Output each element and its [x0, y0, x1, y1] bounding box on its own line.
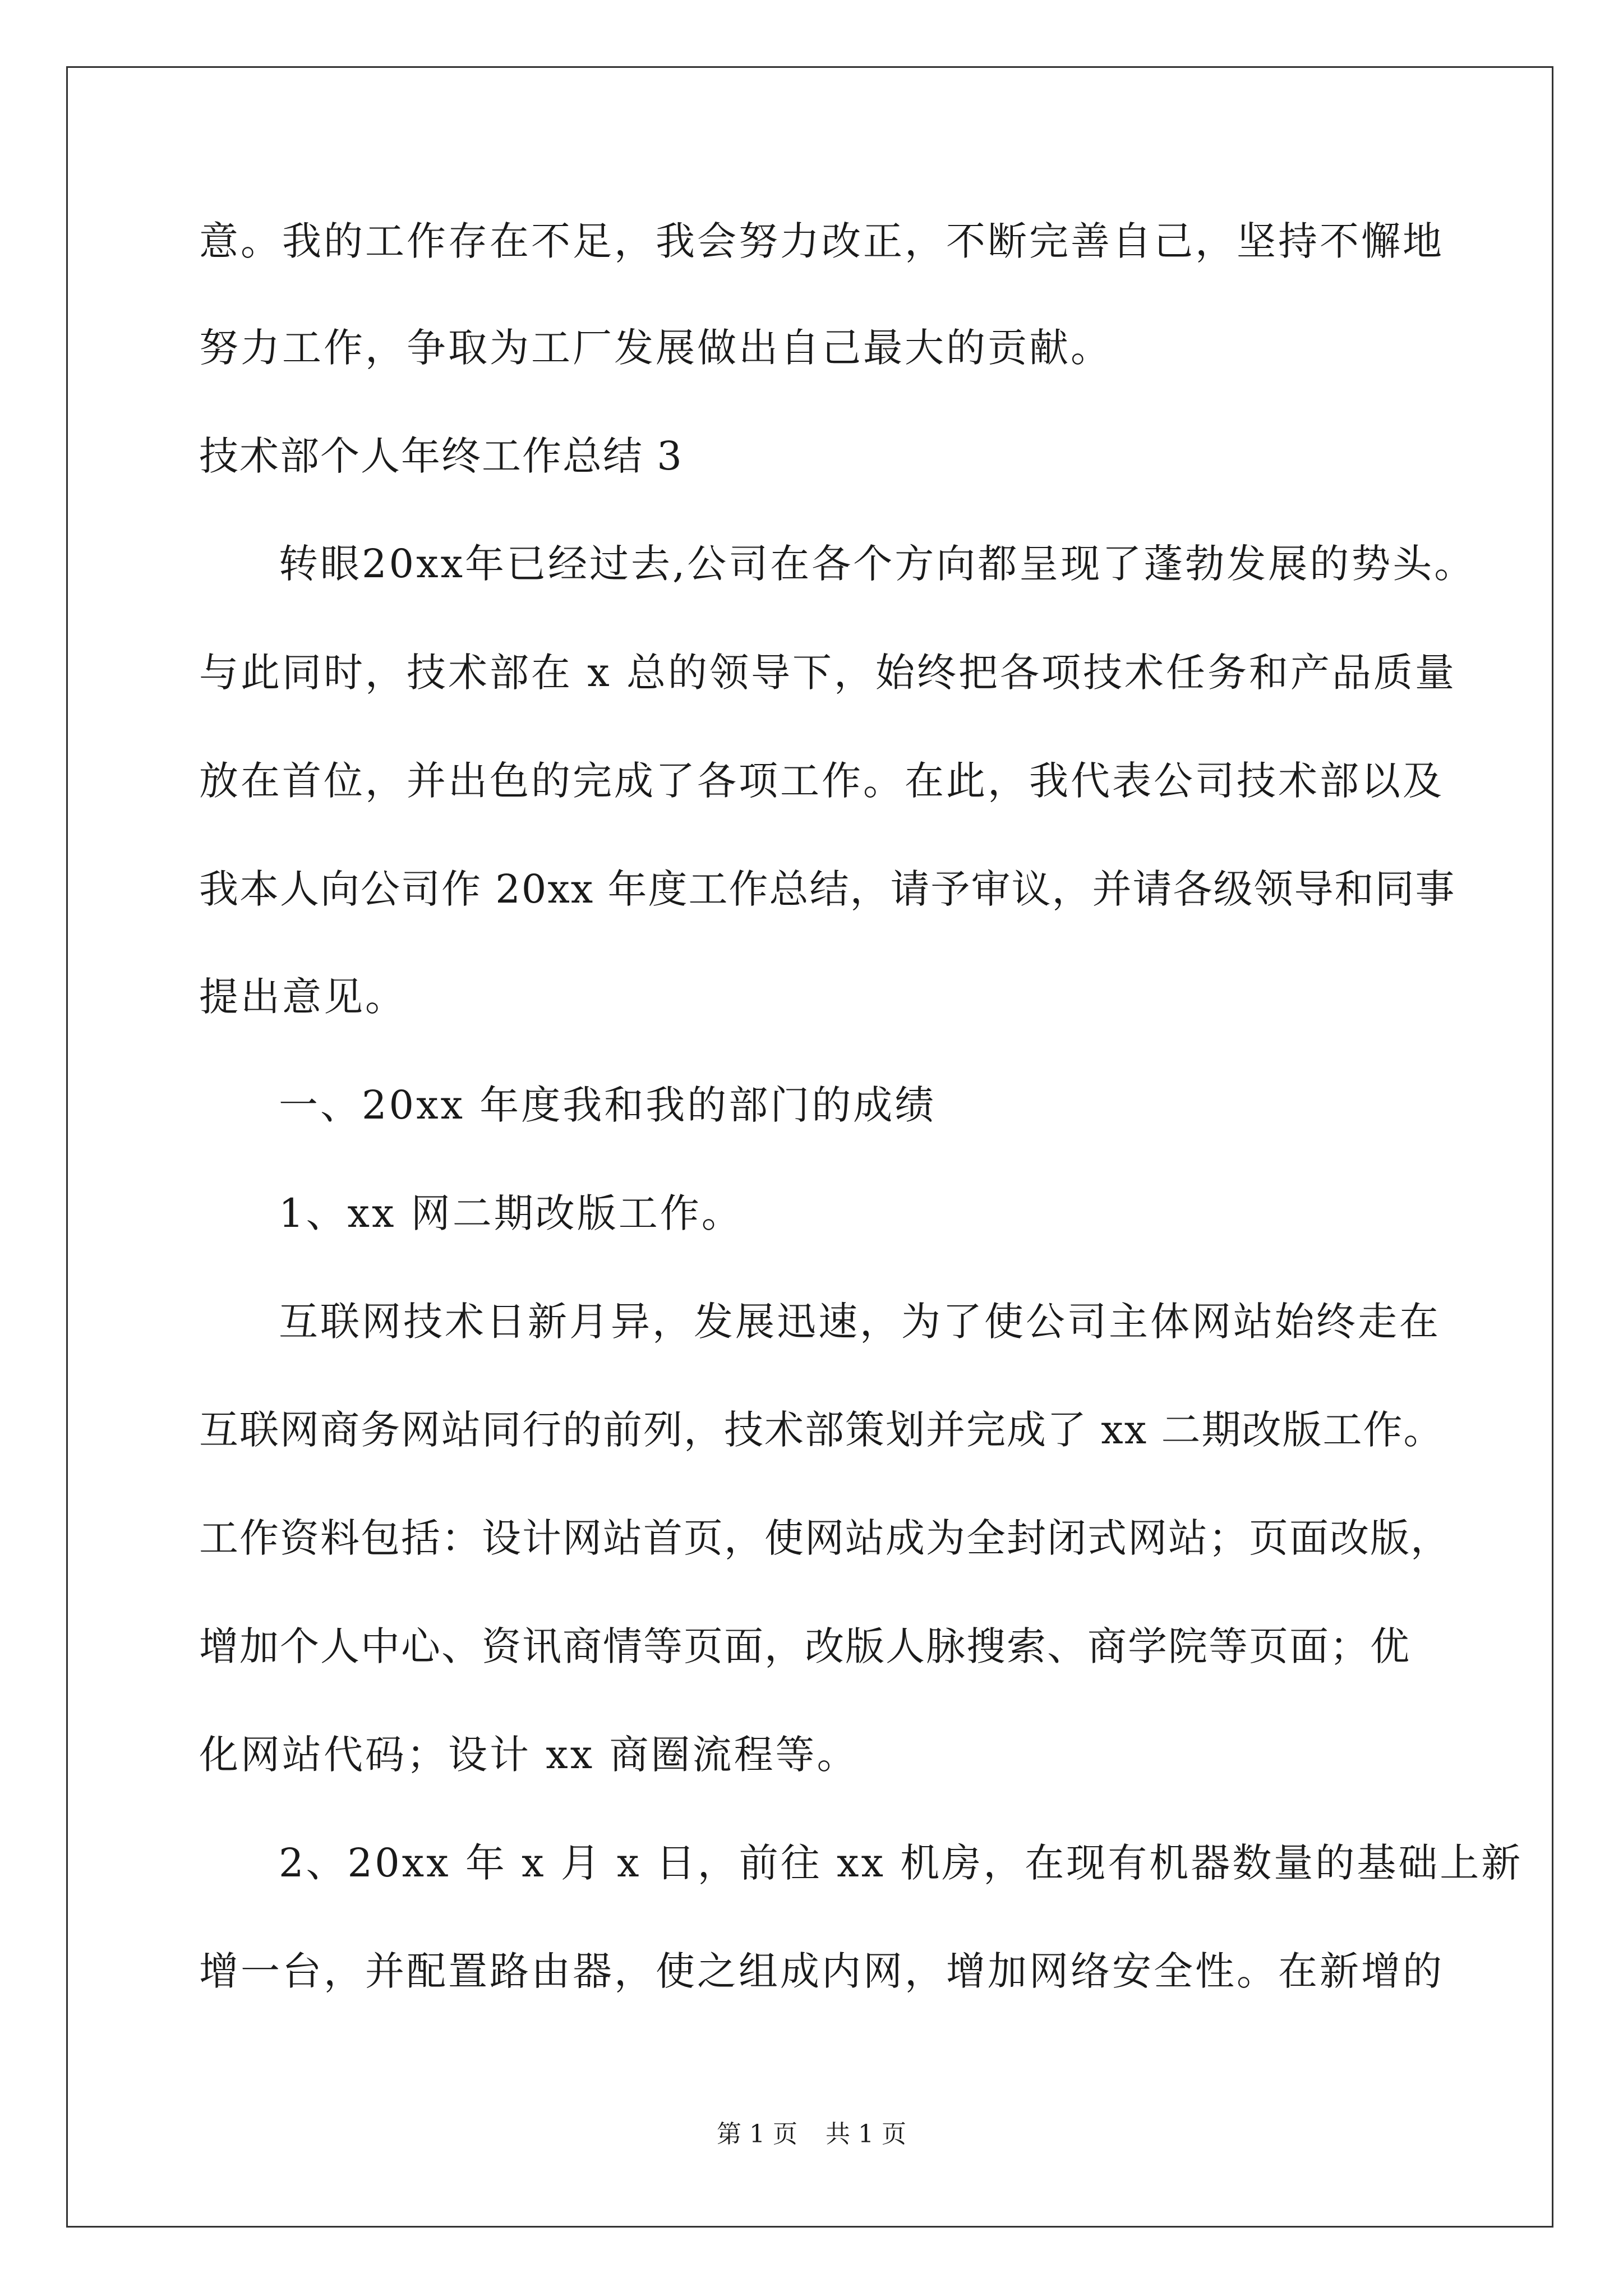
- page-border: [66, 66, 1553, 2228]
- page-number: 第 1 页: [717, 2120, 797, 2148]
- paragraph-line: 增一台，并配置路由器，使之组成内网，增加网络安全性。在新增的: [199, 1948, 1444, 1994]
- paragraph-line: 提出意见。: [199, 974, 407, 1020]
- heading-line: 一、20xx 年度我和我的部门的成绩: [279, 1082, 937, 1128]
- paragraph-line: 意。我的工作存在不足，我会努力改正，不断完善自己，坚持不懈地: [199, 218, 1444, 264]
- page-footer: [0, 2122, 1623, 2147]
- paragraph-line: 工作资料包括：设计网站首页，使网站成为全封闭式网站；页面改版，: [199, 1515, 1451, 1561]
- paragraph-line: 转眼20xx年已经过去,公司在各个方向都呈现了蓬勃发展的势头。: [279, 541, 1476, 587]
- paragraph-line: 我本人向公司作 20xx 年度工作总结，请予审议，并请各级领导和同事: [199, 866, 1456, 912]
- page-total: 共 1 页: [826, 2120, 906, 2148]
- paragraph-line: 2、20xx 年 x 月 x 日，前往 xx 机房，在现有机器数量的基础上新: [279, 1840, 1523, 1886]
- paragraph-line: 化网站代码；设计 xx 商圈流程等。: [199, 1732, 859, 1778]
- paragraph-line: 与此同时，技术部在 x 总的领导下，始终把各项技术任务和产品质量: [199, 650, 1456, 696]
- paragraph-line: 增加个人中心、资讯商情等页面，改版人脉搜索、商学院等页面；优: [199, 1623, 1410, 1669]
- section-title: 技术部个人年终工作总结 3: [199, 433, 683, 479]
- paragraph-line: 互联网技术日新月异，发展迅速，为了使公司主体网站始终走在: [279, 1299, 1441, 1345]
- paragraph-line: 互联网商务网站同行的前列，技术部策划并完成了 xx 二期改版工作。: [199, 1407, 1444, 1453]
- paragraph-line: 放在首位，并出色的完成了各项工作。在此，我代表公司技术部以及: [199, 758, 1444, 804]
- paragraph-line: 努力工作，争取为工厂发展做出自己最大的贡献。: [199, 325, 1112, 371]
- list-item-heading: 1、xx 网二期改版工作。: [279, 1190, 743, 1236]
